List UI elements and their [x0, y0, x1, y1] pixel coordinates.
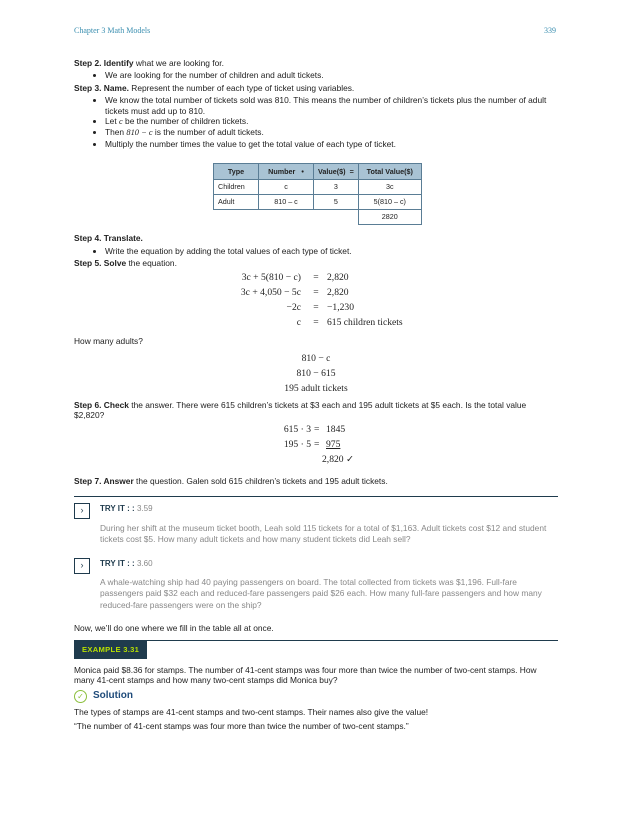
- equation-row: 3c + 4,050 − 5c = 2,820: [240, 287, 349, 299]
- solve-equations: [74, 270, 558, 330]
- list-item: • Then 810 − c is the number of adult tickets.: [105, 127, 558, 138]
- solution-p2: “The number of 41-cent stamps was four more than twice the number of two-cent stamps.”: [74, 721, 409, 732]
- try-it-3-60: › TRY IT : : 3.60 A whale-watching ship had 40 paying passengers on board. The total collected from tickets was $1,196. Full-fare passengers paid $32 each and reduced-fare passengers paid $26 each. How many full-fare passengers and how many reduced-fare passengers were on the ship?: [74, 558, 558, 612]
- solution-p1: The types of stamps are 41-cent stamps and two-cent stamps. Their names also give the value!: [74, 706, 429, 717]
- step-5: Step 5. Solve the equation.: [74, 258, 177, 269]
- page-number: 339: [544, 26, 556, 35]
- col-number: Number •: [259, 164, 314, 180]
- step-4: Step 4. Translate.: [74, 233, 143, 244]
- check-total: 2,820 ✓: [322, 453, 355, 465]
- step-2: Step 2. Identify what we are looking for.: [74, 58, 224, 68]
- page-content: [74, 58, 558, 731]
- chapter-title: Chapter 3 Math Models: [74, 26, 151, 35]
- divider: [74, 496, 558, 497]
- equation-row: 810 − 615: [296, 367, 336, 379]
- ticket-table: [213, 163, 422, 225]
- equation-row: 3c + 5(810 − c) = 2,820: [241, 272, 349, 284]
- example-text: Monica paid $8.36 for stamps. The number of 41-cent stamps was four more than twice the number of two-cent stamps. How many 41-cent stamps and how many two-cent stamps did Monica buy?: [74, 664, 537, 686]
- step-2-list: [74, 70, 558, 80]
- equation-row: 195 adult tickets: [284, 382, 348, 394]
- step-7: Step 7. Answer the question. Galen sold 615 children’s tickets and 195 adult tickets.: [74, 475, 388, 486]
- list-item: • We know the total number of tickets sold was 810. This means the number of children’s tickets plus the number of adult tickets must add up to 810.: [105, 95, 558, 116]
- equation-row: 810 − c: [301, 352, 331, 364]
- equation-row: 195 · 5 = 975: [283, 438, 341, 450]
- intro-text: Now, we’ll do one where we fill in the table all at once.: [74, 623, 274, 634]
- list-item: • Multiply the number times the value to get the total value of each type of ticket.: [105, 139, 558, 149]
- step-3: Step 3. Name. Represent the number of each type of ticket using variables.: [74, 82, 355, 93]
- check-calc: [74, 425, 558, 470]
- step-4-list: [74, 246, 558, 256]
- table-row: Children c 3 3c: [214, 180, 422, 195]
- list-item: • Let c be the number of children tickets.: [105, 116, 558, 127]
- table-row: Adult 810 – c 5 5(810 – c): [214, 195, 422, 210]
- col-value: Value($) =: [314, 164, 359, 180]
- try-it-text: During her shift at the museum ticket booth, Leah sold 115 tickets for a total of $1,163. Adult tickets cost $12 and student tickets cost $5. How many adult tickets and how many student tickets did Leah sell?: [100, 522, 547, 544]
- list-item: • We are looking for the number of children and adult tickets.: [105, 70, 558, 80]
- list-item: • Write the equation by adding the total values of each type of ticket.: [105, 246, 558, 256]
- chevron-right-icon[interactable]: ›: [74, 503, 90, 519]
- try-it-3-59: › TRY IT : : 3.59 During her shift at the museum ticket booth, Leah sold 115 tickets for a total of $1,163. Adult tickets cost $12 and student tickets cost $5. How many adult tickets and how many student tickets did Leah sell?: [74, 503, 558, 545]
- adults-calc: [74, 351, 558, 396]
- example-tag: EXAMPLE 3.31: [74, 641, 147, 659]
- step-3-list: [74, 95, 558, 149]
- step-6: Step 6. Check the answer. There were 615 children’s tickets at $3 each and 195 adult tickets at $5 each. Is the total value $2,820?: [74, 399, 527, 421]
- example-header: [74, 640, 558, 659]
- equation-row: 615 · 3 = 1845: [283, 423, 346, 435]
- try-it-text: A whale-watching ship had 40 paying passengers on board. The total collected from tickets was $1,196. Full-fare passengers paid $32 each and reduced-fare passengers paid $26 each. How many full-fare passengers and how many reduced-fare passengers were on the ship?: [100, 576, 542, 610]
- table-total-row: [214, 210, 422, 225]
- col-type: Type: [214, 164, 259, 180]
- table-total: 2820: [358, 210, 421, 225]
- equation-row: −2c = −1,230: [286, 302, 354, 314]
- equation-row: c = 615 children tickets: [296, 317, 403, 329]
- col-total: Total Value($): [358, 164, 421, 180]
- adults-question: How many adults?: [74, 336, 143, 347]
- chevron-right-icon[interactable]: ›: [74, 558, 90, 574]
- page-header: [74, 26, 556, 38]
- table-header-row: [214, 164, 422, 180]
- solution-heading: ✓ Solution: [74, 690, 558, 703]
- check-circle-icon: ✓: [74, 690, 87, 703]
